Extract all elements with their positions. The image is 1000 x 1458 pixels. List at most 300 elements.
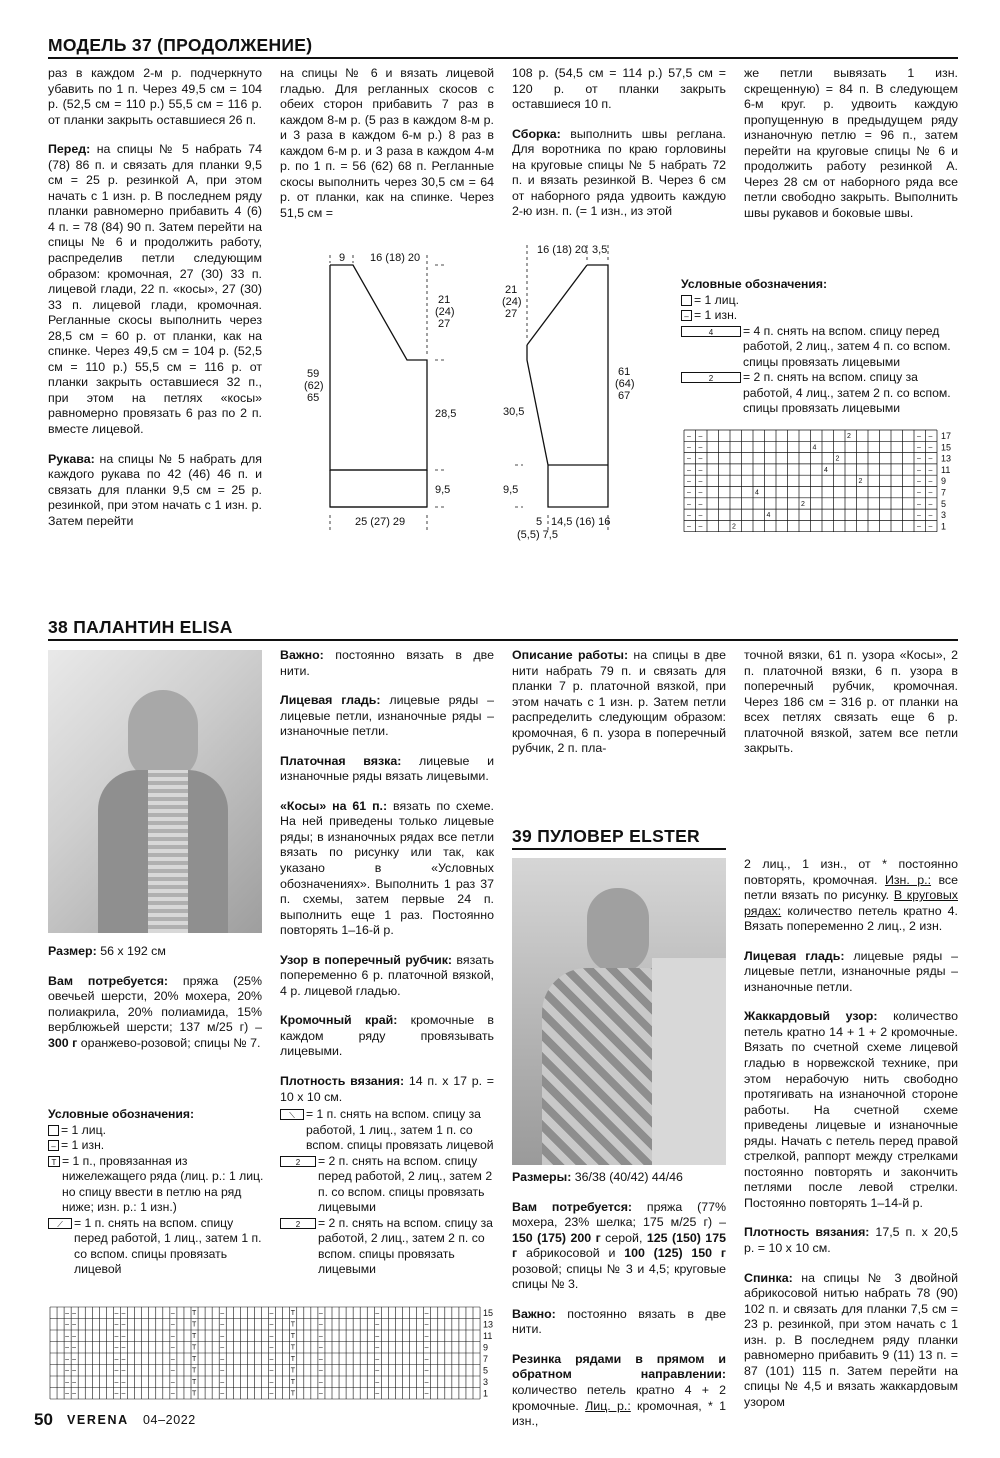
front-outline [330, 265, 427, 470]
s38-label: Кромочный край: [280, 1013, 398, 1028]
model-39-coat [652, 958, 726, 1165]
chart-purl-mark: – [687, 523, 691, 531]
front-dim-raglan-2: (24) [435, 306, 455, 318]
chart-purl-mark: – [170, 1321, 175, 1329]
chart-purl-mark: – [121, 1310, 126, 1317]
chart-stitch-below-mark: T [192, 1379, 197, 1386]
section-39-rule [512, 848, 726, 850]
s39-need-t1: серой, [600, 1230, 643, 1245]
chart-purl-mark: – [318, 1321, 323, 1329]
sleeve-dim-height-3: 67 [618, 390, 631, 402]
legend-38-text: = 1 лиц. [61, 1122, 106, 1137]
section-39-title: 39 ПУЛОВЕР ELSTER [512, 826, 700, 846]
chart-purl-mark: – [698, 523, 703, 531]
chart-purl-mark: – [424, 1356, 429, 1363]
s39-label: Жаккардовый узор: [744, 1009, 878, 1024]
s38-paragraph: точной вязки, 61 п. узора «Косы», 2 п. платочной вязки, 6 п. узора в поперечный рубчик, кромочная. Через 186 см = 316 р. от планки на всех петлях связать еще 6 р. платочной вязкой, затем все петли закрыть. [744, 648, 958, 756]
model-38-photo [48, 650, 262, 933]
model-39-head [587, 888, 649, 973]
chart-purl-mark: – [318, 1379, 323, 1386]
chart-purl-mark: – [114, 1390, 119, 1398]
chart-purl-mark: – [424, 1344, 429, 1352]
s38-need-end: оранжево-розовой; спицы № 7. [77, 1035, 261, 1050]
chart-purl-mark: – [72, 1379, 77, 1386]
s38-column-4 [744, 648, 958, 771]
legend-38-text: = 2 п. снять на вспом. спицу перед работой, 2 лиц., затем 2 п. со вспом. спицы провязать лицевыми [318, 1153, 493, 1214]
s39-text: количество петель кратно 14 + 1 + 2 кромочные. Вязать по счетной схеме лицевой гладью в норвежской технике, при этом нерабочую нить свободно протягивать на изнаночной стороне работы. На счетной схеме приведены лицевые и изнаночные ряды. Начать с петель перед правой стрелкой, раппорт между стрелками постоянно повторять и закончить петлями после левой стрелки. Постоянно повторять 1–14-й р. [744, 1009, 958, 1210]
sleeve-dim-cap: 3,5 [592, 244, 608, 256]
s38-work-label: Описание работы: [512, 648, 629, 662]
chart-cable-mark: 4 [824, 466, 828, 474]
s38-label: «Косы» на 61 п.: [280, 798, 388, 813]
chart-row-label: 5 [483, 1365, 489, 1376]
chart-purl-mark: – [687, 489, 691, 497]
chart-purl-mark: – [170, 1390, 175, 1398]
m37-column-4 [744, 66, 958, 235]
m37-paragraph: раз в каждом 2-м р. подчеркнуто убавить по 1 п. Через 49,5 см = 104 р. (52,5 см = 110 р.) 55,5 см = 116 р. от планки закрыть оставшиеся 26 п. [48, 66, 262, 127]
chart-purl-mark: – [687, 455, 691, 463]
purl-symbol-icon: – [48, 1140, 59, 1151]
chart-row-label: 13 [483, 1319, 494, 1330]
s38-need-label: Вам потребуется: [48, 973, 169, 988]
chart-purl-mark: – [687, 478, 691, 486]
legend-37-item [681, 293, 961, 309]
chart-purl-mark: – [318, 1310, 323, 1317]
chart-purl-mark: – [220, 1310, 225, 1317]
chart-purl-mark: – [114, 1356, 119, 1363]
chart-purl-mark: – [121, 1344, 126, 1352]
chart-purl-mark: – [170, 1344, 175, 1352]
chart-purl-mark: – [220, 1390, 225, 1398]
legend-37-text: = 2 п. снять на вспом. спицу за работой, 4 лиц., затем 2 п. со вспом. спицы провязать лицевыми [743, 370, 951, 415]
chart-purl-mark: – [698, 512, 703, 520]
model-38-head [128, 690, 198, 780]
chart-row-label: 1 [483, 1388, 489, 1399]
chart-purl-mark: – [121, 1321, 126, 1329]
legend-37-item [681, 308, 961, 324]
chart-38 [48, 1305, 503, 1403]
legend-38-item [48, 1216, 266, 1278]
m37-assembly-label: Сборка: [512, 126, 561, 141]
chart-purl-mark: – [424, 1333, 429, 1340]
legend-37-text: = 4 п. снять на вспом. спицу перед работой, 2 лиц., затем 4 п. со вспом. спицы провязать лицевыми [743, 323, 951, 369]
chart-purl-mark: – [220, 1379, 225, 1386]
chart-stitch-below-mark: T [290, 1390, 295, 1398]
chart-purl-mark: – [65, 1390, 70, 1398]
cable-back-2-icon: 2 [280, 1218, 316, 1229]
s38-label: Платочная вязка: [280, 753, 402, 768]
s38-text: 14 п. х 17 р. = 10 х 10 см. [280, 1074, 494, 1104]
s39-column-4 [744, 857, 958, 1425]
header-rule [48, 57, 958, 59]
s39-rib-end: кромочная, * 1 изн., [512, 1398, 726, 1429]
chart-purl-mark: – [375, 1356, 380, 1363]
s39-important-text: постоянно вязать в две нити. [512, 1306, 726, 1337]
chart-purl-mark: – [114, 1321, 119, 1329]
chart-purl-mark: – [121, 1356, 126, 1363]
m37-sleeves-text: на спицы № 5 набрать для каждого рукава по 42 (46) 46 п. и связать для планки 9,5 см = 25 р. резинкой, при этом начать с 1 изн. р. Затем перейти [48, 451, 262, 528]
chart-purl-mark: – [65, 1310, 70, 1317]
chart-purl-mark: – [917, 489, 921, 497]
s38-column-1 [48, 944, 262, 1065]
cross-back-icon: ⟍ [280, 1109, 304, 1120]
chart-purl-mark: – [318, 1356, 323, 1363]
chart-purl-mark: – [928, 489, 933, 497]
chart-purl-mark: – [72, 1344, 77, 1352]
chart-purl-mark: – [65, 1321, 70, 1329]
chart-row-label: 7 [483, 1354, 489, 1364]
s39-need-t2: абрикосовой и [517, 1246, 616, 1261]
s39-text: лицевые ряды – лицевые петли, изнаночные ряды – изнаночные петли. [744, 948, 958, 994]
s39-text: 17,5 п. х 20,5 р. = 10 х 10 см. [744, 1225, 958, 1256]
s38-need-paragraph [48, 974, 262, 1052]
front-dim-band: 9,5 [435, 484, 451, 496]
legend-38-text: = 1 п. снять на вспом. спицу за работой, 1 лиц., затем 1 п. со вспом. спицы провязать лицевой [306, 1107, 494, 1152]
m37-paragraph: же петли вывязать 1 изн. скрещенную) = 84 п. В следующем 6-м круг. р. удвоить каждую пропущенную в предыдущем ряду изнаночную петлю = 96 п., затем перейти на круговые спицы № 6 и продолжить работу резинкой А. Через 28 см от наборного ряда все петли свободно закрыть. Выполнить швы рукавов и боковые швы. [744, 66, 958, 220]
s39-need-b3: 100 (125) 150 г [615, 1246, 726, 1261]
chart-purl-mark: – [928, 500, 933, 508]
chart-purl-mark: – [917, 433, 921, 440]
chart-purl-mark: – [375, 1310, 380, 1317]
chart-purl-mark: – [687, 444, 691, 452]
legend-38-text: = 1 п., провязанная из нижележащего ряда (лиц. р.: 1 лиц. но спицу ввести в петлю на ряд ниже; изн. р.: 1 изн.) [62, 1153, 264, 1214]
legend-38-text: = 2 п. снять на вспом. спицу за работой, 2 лиц., затем 2 п. со вспом. спицы провязать лицевыми [318, 1215, 493, 1276]
model-38-shawl [148, 770, 188, 933]
front-dim-width: 25 (27) 29 [355, 516, 406, 528]
s39-underlined: Изн. р.: [884, 872, 932, 887]
chart-purl-mark: – [72, 1390, 77, 1398]
chart-cable-mark: 2 [858, 478, 863, 486]
chart-purl-mark: – [318, 1390, 323, 1398]
front-dim-raglan: 21 [438, 294, 451, 306]
chart-row-label: 13 [941, 453, 952, 464]
s39-paragraph [744, 1271, 958, 1411]
m37-paragraph: на спицы № 6 и вязать лицевой гладью. Для регланных скосов с обеих сторон прибавить 7 раз в каждом 8-м р. (5 раз в каждом 8-м р. и 3 раза в каждом 6-м р.) 8 раз в каждом 6-м р. и 3 раза в каждом 4-м р. по 1 п. = 56 (62) 68 п. Регланные скосы выполнить через 30,5 см = 64 р. от планки, как на спинке. Через 51,5 см = [280, 66, 494, 220]
chart-purl-mark: – [269, 1333, 274, 1340]
chart-row-label: 1 [941, 521, 947, 532]
s39-paragraph [744, 1225, 958, 1256]
s38-label: Лицевая гладь: [280, 693, 381, 708]
chart-purl-mark: – [375, 1367, 380, 1375]
cross-front-icon: ⟋ [48, 1218, 72, 1229]
magazine-name: VERENA [67, 1413, 129, 1427]
chart-purl-mark: – [220, 1356, 225, 1363]
chart-purl-mark: – [917, 500, 921, 508]
legend-38-item [48, 1154, 266, 1216]
chart-purl-mark: – [698, 444, 703, 452]
s38-paragraph [280, 1013, 494, 1060]
m37-front-paragraph [48, 142, 262, 437]
chart-purl-mark: – [375, 1333, 380, 1340]
s39-need-label: Вам потребуется: [512, 1199, 633, 1214]
legend-38-text: = 1 п. снять на вспом. спицу перед работой, 1 лиц., затем 1 п. со вспом. спицы провязать лицевой [74, 1215, 262, 1276]
chart-stitch-below-mark: T [192, 1333, 197, 1340]
m37-assembly-text: выполнить швы реглана. Для воротника по краю горловины на круговые спицы № 5 набрать 72 п. и вязать резинкой В. Через 6 см от наборного ряда удвоить каждую 2-ю изн. п. (= 1 изн., из этой [512, 126, 726, 219]
cable-front-icon: 4 [681, 326, 741, 337]
legend-37-item [681, 370, 961, 417]
chart-purl-mark: – [65, 1379, 70, 1386]
chart-purl-mark: – [375, 1390, 380, 1398]
chart-stitch-below-mark: T [192, 1344, 197, 1352]
sleeve-dim-band: 9,5 [503, 484, 519, 496]
s39-rib-text: количество петель кратно 4 + 2 кромочные. [512, 1383, 726, 1413]
chart-purl-mark: – [698, 478, 703, 486]
chart-purl-mark: – [65, 1333, 70, 1340]
s39-need-b1: 150 (175) 200 г [512, 1230, 601, 1245]
chart-purl-mark: – [375, 1321, 380, 1329]
s39-text: количество петель кратно 4. Вязать попеременно 2 лиц., 2 изн. [744, 903, 958, 934]
s39-important-label: Важно: [512, 1306, 556, 1321]
chart-purl-mark: – [687, 433, 691, 440]
legend-38-item [48, 1123, 266, 1139]
s38-work-text: на спицы в две нити набрать 79 п. и связать для планки 7 р. платочной вязкой, при этом начать с 1 изн. р. Затем петли распределить следующим образом: кромочная, 6 п. узора в поперечный рубчик, 2 п. пла- [512, 648, 726, 756]
s39-underlined: В круговых рядах: [744, 888, 958, 918]
chart-purl-mark: – [318, 1367, 323, 1375]
chart-purl-mark: – [917, 455, 921, 463]
front-dim-height: 59 [307, 368, 320, 380]
s38-size-label: Размер: [48, 944, 97, 958]
cable-front-2-icon: 2 [280, 1156, 316, 1167]
front-dim-height-3: 65 [307, 392, 320, 404]
front-dim-shoulder: 16 (18) 20 [370, 252, 421, 264]
knit-symbol-icon [681, 295, 692, 306]
s39-need-paragraph [512, 1200, 726, 1293]
chart-purl-mark: – [424, 1310, 429, 1317]
front-dim-height-2: (62) [304, 380, 324, 392]
m37-assembly-paragraph [512, 127, 726, 220]
s38-need-text: пряжа (25% овечьей шерсти, 20% мохера, 20% полиакрила, 20% полиамида, 15% верблюжьей шерсти; 137 м/25 г) – [48, 973, 262, 1035]
s38-size-paragraph [48, 944, 262, 960]
s38-paragraph [280, 693, 494, 740]
legend-38-item [280, 1107, 498, 1154]
legend-38-item [280, 1216, 498, 1278]
chart-row-label: 9 [483, 1342, 489, 1353]
s38-text: кромочные в каждом ряду провязывать лицевыми. [280, 1013, 495, 1059]
cable-back-icon: 2 [681, 372, 741, 383]
chart-purl-mark: – [928, 478, 933, 486]
chart-purl-mark: – [424, 1321, 429, 1329]
chart-stitch-below-mark: T [192, 1321, 197, 1329]
chart-cable-mark: 2 [801, 500, 805, 508]
s39-text: 2 лиц., 1 изн., от * постоянно повторять, кромочная. [744, 857, 958, 887]
s38-paragraph [280, 1074, 494, 1105]
chart-purl-mark: – [424, 1379, 429, 1386]
s39-need-b2: 125 (150) 175 г [512, 1230, 726, 1261]
s39-important-paragraph [512, 1307, 726, 1338]
chart-cable-mark: 2 [835, 455, 840, 463]
chart-purl-mark: – [687, 512, 691, 520]
chart-purl-mark: – [269, 1344, 274, 1352]
chart-purl-mark: – [114, 1344, 119, 1352]
chart-stitch-below-mark: T [290, 1367, 295, 1375]
chart-purl-mark: – [65, 1356, 70, 1363]
s39-sizes-label: Размеры: [512, 1170, 572, 1184]
s39-rib-underlined: Лиц. р.: [585, 1398, 631, 1413]
chart-row-label: 3 [483, 1377, 489, 1387]
page-title: МОДЕЛЬ 37 (ПРОДОЛЖЕНИЕ) [48, 35, 313, 55]
chart-row-label: 5 [941, 498, 947, 509]
s39-label: Лицевая гладь: [744, 948, 845, 963]
chart-purl-mark: – [698, 455, 703, 463]
page-number: 50 [34, 1410, 53, 1429]
chart-purl-mark: – [917, 512, 921, 520]
section-38-title: 38 ПАЛАНТИН ELISA [48, 617, 233, 637]
chart-purl-mark: – [114, 1333, 119, 1340]
legend-38-text: = 1 изн. [61, 1138, 105, 1152]
chart-purl-mark: – [424, 1390, 429, 1398]
chart-purl-mark: – [269, 1356, 274, 1363]
s39-label: Спинка: [744, 1270, 793, 1285]
chart-purl-mark: – [928, 523, 933, 531]
chart-purl-mark: – [318, 1344, 323, 1352]
chart-purl-mark: – [114, 1310, 119, 1317]
chart-purl-mark: – [269, 1379, 274, 1386]
chart-row-label: 17 [941, 431, 952, 441]
chart-row-label: 11 [941, 464, 951, 475]
s39-paragraph [744, 857, 958, 935]
sleeve-dim-height-2: (64) [615, 378, 635, 390]
s39-text: на спицы № 3 двойной абрикосовой нитью набрать 78 (90) 102 п. и связать для планки 7,5 см = 23 р. резинкой, при этом начать с 1 изн. р. В последнем ряду планки равномерно прибавить 9 (11) 13 п. = 87 (101) 115 п. Затем перейти на спицы № 4,5 и вязать жаккардовым узором [744, 1270, 958, 1409]
chart-purl-mark: – [698, 466, 703, 474]
chart-purl-mark: – [72, 1333, 77, 1340]
s38-need-bold: 300 г [48, 1035, 78, 1050]
chart-purl-mark: – [917, 478, 921, 486]
chart-purl-mark: – [917, 523, 921, 531]
s38-label: Узор в поперечный рубчик: [280, 952, 453, 967]
sleeve-dim-raglan: 21 [505, 284, 518, 296]
s39-sizes-paragraph [512, 1170, 726, 1186]
chart-purl-mark: – [928, 433, 933, 440]
chart-purl-mark: – [687, 466, 691, 474]
s39-need-text: пряжа (77% мохера, 23% шелка; 175 м/25 г) – [512, 1199, 726, 1230]
m37-paragraph: 108 р. (54,5 см = 114 р.) 57,5 см = 120 р. от планки закрыть оставшиеся 10 п. [512, 66, 726, 112]
chart-stitch-below-mark: T [290, 1333, 295, 1340]
chart-purl-mark: – [928, 444, 933, 452]
chart-purl-mark: – [65, 1367, 70, 1375]
s38-label: Плотность вязания: [280, 1074, 405, 1089]
chart-purl-mark: – [121, 1390, 126, 1398]
sleeve-dim-edge-2: (5,5) 7,5 [517, 529, 558, 541]
s39-paragraph [744, 1009, 958, 1211]
front-dim-body: 28,5 [435, 408, 457, 420]
chart-purl-mark: – [928, 466, 933, 474]
chart-row-label: 15 [483, 1308, 494, 1318]
sleeve-dim-height: 61 [618, 366, 631, 378]
garment-schematics [295, 235, 665, 545]
chart-purl-mark: – [114, 1367, 119, 1375]
m37-column-3 [512, 66, 726, 234]
chart-purl-mark: – [220, 1367, 225, 1375]
s39-sizes-text: 36/38 (40/42) 44/46 [571, 1170, 683, 1184]
chart-purl-mark: – [170, 1356, 175, 1363]
chart-purl-mark: – [170, 1367, 175, 1375]
chart-purl-mark: – [114, 1379, 119, 1386]
chart-stitch-below-mark: T [290, 1310, 295, 1317]
m37-sleeves-paragraph [48, 452, 262, 530]
chart-purl-mark: – [72, 1310, 77, 1317]
chart-purl-mark: – [375, 1344, 380, 1352]
chart-row-label: 3 [941, 510, 947, 521]
m37-column-1 [48, 66, 262, 543]
front-dim-neck: 9 [339, 252, 346, 264]
model-39-photo [512, 858, 726, 1165]
s39-rib-paragraph [512, 1352, 726, 1430]
chart-stitch-below-mark: T [290, 1379, 295, 1386]
chart-purl-mark: – [375, 1379, 380, 1386]
s38-text: вязать по схеме. На ней приведены только лицевые ряды; в изнаночных рядах все петли вязать по рисунку или так, как указано в «Условных обозначениях». Выполнить 1 раз 37 п. схемы, затем первые 24 п. выполнить еще 1 раз. Постоянно повторять 1–16-й р. [280, 798, 494, 938]
m37-front-text: на спицы № 5 набрать 74 (78) 86 п. и связать для планки 9,5 см = 25 р. резинкой А, при этом начать с 1 изн. р. В последнем ряду планки равномерно прибавить 4 (6) 4 п. = 78 (84) 90 п. Затем перейти на спицы № 6 и продолжить работу, распределив петли следующим образом: кромочная, 27 (30) 33 п. лицевой глади, 22 п. «косы», 27 (30) 33 п. лицевой глади, кромочная. Регланные скосы выполнить через 28,5 см = 60 р. от планки, как на спинке. Через 49,5 см = 104 р. (52,5 см = 110 р.) 55,5 см = 116 р. от планки закрыть оставшиеся 32 п., при этом на петлях «косы» равномерно провязать 6 раз по 2 п. вместе лицевой. [48, 142, 262, 437]
legend-37-text: = 1 изн. [694, 308, 738, 322]
chart-purl-mark: – [269, 1390, 274, 1398]
legend-37-text: = 1 лиц. [694, 292, 739, 307]
issue-number: 04–2022 [143, 1413, 196, 1427]
sleeve-dim-raglan-2: (24) [502, 296, 522, 308]
chart-purl-mark: – [687, 500, 691, 508]
chart-purl-mark: – [269, 1367, 274, 1375]
chart-cable-mark: 4 [812, 444, 817, 452]
m37-front-label: Перед: [48, 142, 91, 157]
sleeve-dim-raglan-3: 27 [505, 308, 518, 320]
chart-purl-mark: – [220, 1344, 225, 1352]
chart-stitch-below-mark: T [290, 1321, 295, 1329]
sleeve-dim-width: 14,5 (16) 16 [551, 516, 611, 528]
sleeve-dim-top: 16 (18) 20 [537, 244, 588, 256]
chart-stitch-below-mark: T [192, 1310, 197, 1317]
legend-38-title: Условные обозначения: [48, 1107, 195, 1121]
chart-row-label: 7 [941, 487, 947, 498]
chart-purl-mark: – [269, 1310, 274, 1317]
chart-purl-mark: – [72, 1367, 77, 1375]
chart-stitch-below-mark: T [290, 1344, 295, 1352]
chart-purl-mark: – [424, 1367, 429, 1375]
knit-symbol-icon [48, 1125, 59, 1136]
chart-purl-mark: – [170, 1333, 175, 1340]
chart-stitch-below-mark: T [192, 1367, 197, 1375]
sleeve-dim-body: 30,5 [503, 406, 525, 418]
chart-purl-mark: – [65, 1344, 70, 1352]
chart-row-label: 15 [941, 442, 952, 453]
chart-purl-mark: – [917, 466, 921, 474]
chart-purl-mark: – [698, 489, 703, 497]
s38-column-3 [512, 648, 726, 771]
s38-paragraph [280, 648, 494, 679]
chart-purl-mark: – [121, 1379, 126, 1386]
chart-purl-mark: – [269, 1321, 274, 1329]
s38-text: вязать попеременно 6 р. платочной вязкой, 4 р. лицевой гладью. [280, 952, 494, 998]
chart-cable-mark: 4 [755, 489, 759, 497]
s38-text: лицевые и изнаночные ряды вязать лицевыми. [280, 753, 494, 784]
s38-text: лицевые ряды – лицевые петли, изнаночные ряды – изнаночные петли. [280, 693, 494, 739]
s38-paragraph [280, 754, 494, 785]
legend-37 [681, 277, 961, 417]
legend-38-a [48, 1107, 266, 1278]
s38-paragraph [280, 953, 494, 1000]
s39-column-3 [512, 1170, 726, 1444]
s38-paragraph [280, 799, 494, 939]
s38-label: Важно: [280, 648, 324, 662]
chart-cable-mark: 2 [847, 433, 851, 440]
s38-size-text: 56 х 192 см [96, 944, 166, 958]
chart-purl-mark: – [121, 1333, 126, 1340]
chart-stitch-below-mark: T [192, 1390, 197, 1398]
s39-paragraph [744, 949, 958, 996]
chart-purl-mark: – [170, 1310, 175, 1317]
chart-purl-mark: – [220, 1333, 225, 1340]
s39-text: все петли вязать по рисунку. [744, 872, 958, 903]
chart-stitch-below-mark: T [290, 1356, 295, 1363]
s38-column-2 [280, 648, 494, 1119]
chart-purl-mark: – [170, 1379, 175, 1386]
